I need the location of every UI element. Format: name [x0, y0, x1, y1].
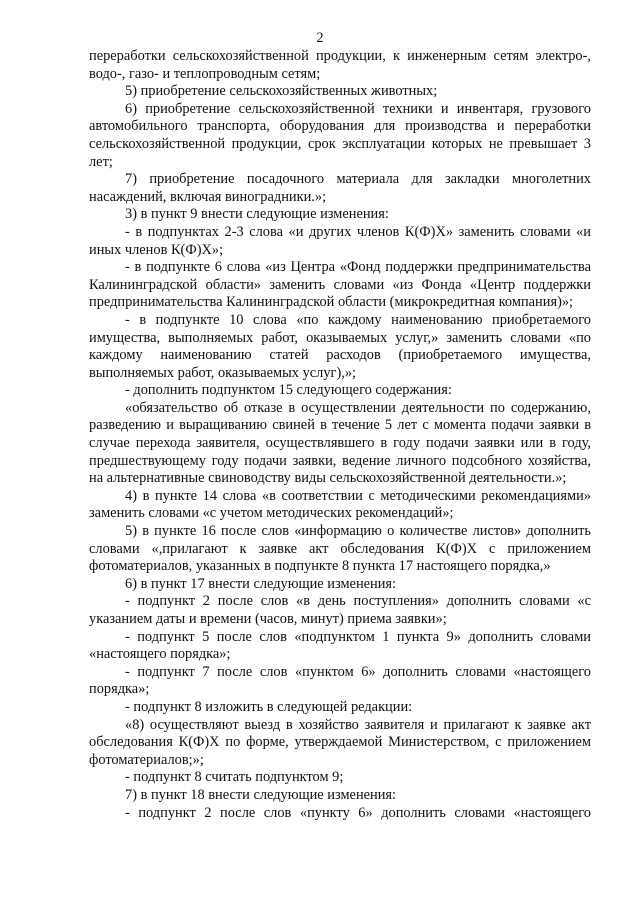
paragraph-point-9-sub-2-3: - в подпунктах 2-3 слова «и других членов К(Ф)Х» заменить словами «и иных членов К(Ф)Х»;: [89, 223, 591, 258]
paragraph-point-17-sub-7: - подпункт 7 после слов «пунктом 6» дополнить словами «настоящего порядка»;: [89, 663, 591, 698]
paragraph-point-9-intro: 3) в пункт 9 внести следующие изменения:: [125, 206, 389, 223]
paragraph-point-18-intro: 7) в пункт 18 внести следующие изменения:: [125, 786, 397, 803]
paragraph-point-9-sub-10: - в подпункте 10 слова «по каждому наименованию приобретаемого имущества, выполняемых работ, оказываемых услуг,» заменить словами «по каждому наименованию статей расходов (приобретаемого имущества, выполняемых работ, оказываемых услуг),»;: [89, 311, 591, 381]
paragraph-continuation: переработки сельскохозяйственной продукции, к инженерным сетям электро-, водо-, газо- и теплопроводным сетям;: [89, 48, 591, 82]
paragraph-item-6: 6) приобретение сельскохозяйственной техники и инвентаря, грузового автомобильного транспорта, оборудования для производства и переработки сельскохозяйственной продукции, срок эксплуатации которых не превышает 3 лет;: [89, 100, 591, 170]
paragraph-point-9-sub-6: - в подпункте 6 слова «из Центра «Фонд поддержки предпринимательства Калининградской области» заменить словами «из Фонда «Центр поддержки предпринимательства Калининградской области (микрокредитная компания)»;: [89, 259, 591, 311]
paragraph-point-17-sub-8-text: «8) осуществляют выезд в хозяйство заявителя и прилагают к заявке акт обследования К(Ф)Х по форме, утверждаемой Министерством, с приложением фотоматериалов;»;: [89, 716, 591, 768]
paragraph-point-17-sub-8-intro: - подпункт 8 изложить в следующей редакции:: [125, 698, 413, 715]
page-number: 2: [316, 30, 324, 46]
paragraph-point-14: 4) в пункте 14 слова «в соответствии с методическими рекомендациями» заменить словами «с учетом методических рекомендаций»;: [89, 487, 591, 522]
paragraph-obligation-quote: «обязательство об отказе в осуществлении деятельности по содержанию, разведению и выращиванию свиней в течение 5 лет с момента подачи заявки в случае перехода заявителя, осуществлявшего в году подачи заявки или в году, предшествующему году подачи заявки, ведение личного подсобного хозяйства, на альтернативные свиноводству виды сельскохозяйственной деятельности.»;: [89, 399, 591, 487]
paragraph-item-7: 7) приобретение посадочного материала для закладки многолетних насаждений, включая виноградники.»;: [89, 171, 591, 205]
paragraph-item-5: 5) приобретение сельскохозяйственных животных;: [125, 83, 438, 100]
paragraph-point-17-intro: 6) в пункт 17 внести следующие изменения:: [125, 575, 397, 592]
paragraph-point-17-sub-5: - подпункт 5 после слов «подпунктом 1 пункта 9» дополнить словами «настоящего порядка»;: [89, 628, 591, 663]
paragraph-point-18-sub-2: - подпункт 2 после слов «пункту 6» дополнить словами «настоящего: [125, 804, 591, 821]
paragraph-point-9-add-15: - дополнить подпунктом 15 следующего содержания:: [125, 382, 452, 399]
paragraph-point-16: 5) в пункте 16 после слов «информацию о количестве листов» дополнить словами «,прилагают к заявке акт обследования К(Ф)Х с приложением фотоматериалов, указанных в подпункте 8 пункта 17 настоящего порядка,»: [89, 523, 591, 575]
document-body: [89, 48, 591, 822]
paragraph-point-17-renumber: - подпункт 8 считать подпунктом 9;: [125, 769, 344, 786]
paragraph-point-17-sub-2: - подпункт 2 после слов «в день поступления» дополнить словами «с указанием даты и времени (часов, минут) приема заявки»;: [89, 593, 591, 627]
